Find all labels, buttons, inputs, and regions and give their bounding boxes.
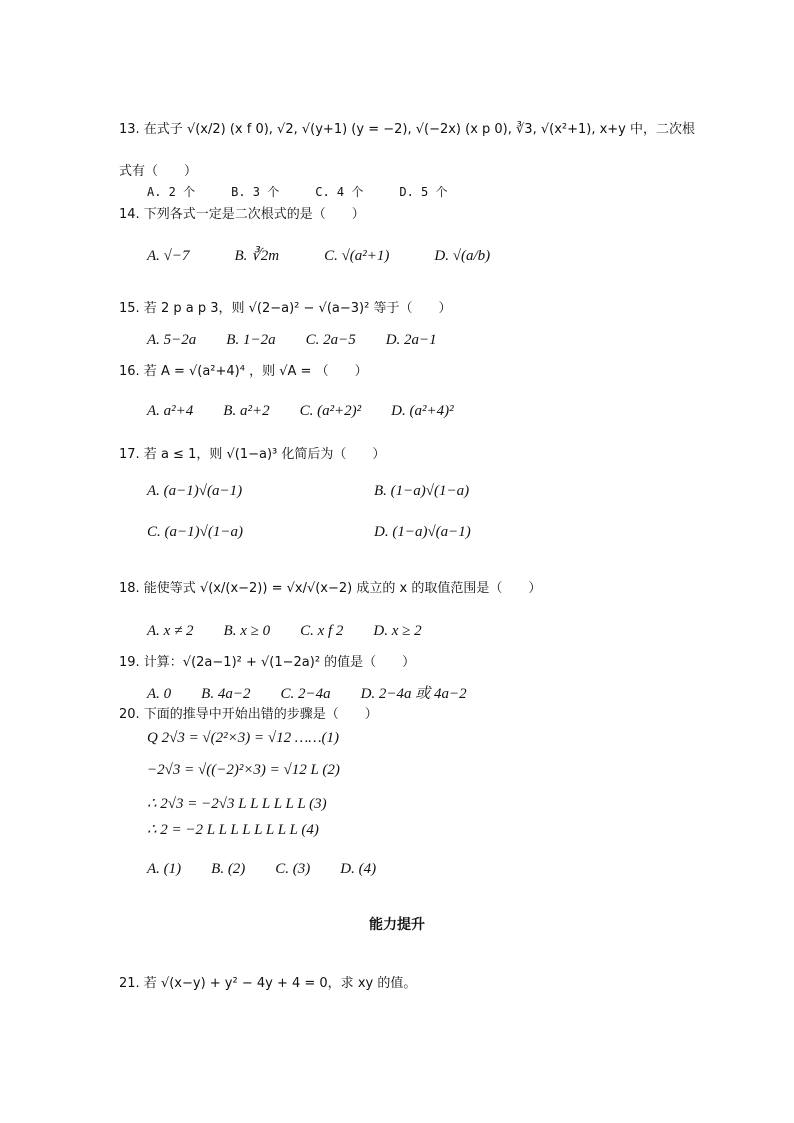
q13-stem-line2: 式有（ ） xyxy=(119,164,198,179)
q20-stem: 20. 下面的推导中开始出错的步骤是（ ） xyxy=(119,707,378,722)
q20-step1: Q 2√3 = √(2²×3) = √12 ……(1) xyxy=(147,730,340,746)
q17-option-b: B. (1−a)√(1−a) xyxy=(374,483,470,499)
q20-step4: ∴ 2 = −2 L L L L L L L L (4) xyxy=(147,822,319,838)
q17-option-a: A. (a−1)√(a−1) xyxy=(147,483,243,499)
q18-options: A. x ≠ 2 B. x ≥ 0 C. x f 2 D. x ≥ 2 xyxy=(147,623,422,639)
q15-options: A. 5−2a B. 1−2a C. 2a−5 D. 2a−1 xyxy=(147,332,437,348)
q20-step3: ∴ 2√3 = −2√3 L L L L L L (3) xyxy=(147,796,327,812)
q13-options: A. 2 个 B. 3 个 C. 4 个 D. 5 个 xyxy=(147,185,448,199)
q18-stem: 18. 能使等式 √(x/(x−2)) = √x/√(x−2) 成立的 x 的取值范围是（ ） xyxy=(119,581,542,596)
q20-options: A. (1) B. (2) C. (3) D. (4) xyxy=(147,861,377,877)
q14-options: A. √−7 B. ∛2m C. √(a²+1) D. √(a/b) xyxy=(147,248,491,264)
q16-options: A. a²+4 B. a²+2 C. (a²+2)² D. (a²+4)² xyxy=(147,403,454,419)
q13-stem-line1: 13. 在式子 √(x/2) (x f 0), √2, √(y+1) (y = −2), √(−2x) (x p 0), ∛3, √(x²+1), x+y 中，二次根 xyxy=(119,122,696,137)
q17-option-d: D. (1−a)√(a−1) xyxy=(374,524,471,540)
q17-option-c: C. (a−1)√(1−a) xyxy=(147,524,243,540)
q20-step2: −2√3 = √((−2)²×3) = √12 L (2) xyxy=(147,762,340,778)
q19-stem: 19. 计算：√(2a−1)² + √(1−2a)² 的值是（ ） xyxy=(119,655,416,670)
section-title: 能力提升 xyxy=(369,917,425,933)
q19-options: A. 0 B. 4a−2 C. 2−4a D. 2−4a 或 4a−2 xyxy=(147,686,467,702)
q16-stem: 16. 若 A = √(a²+4)⁴ ，则 √A = （ ） xyxy=(119,364,368,379)
q14-stem: 14. 下列各式一定是二次根式的是（ ） xyxy=(119,207,365,222)
q21-stem: 21. 若 √(x−y) + y² − 4y + 4 = 0，求 xy 的值。 xyxy=(119,976,417,991)
q17-stem: 17. 若 a ≤ 1，则 √(1−a)³ 化简后为（ ） xyxy=(119,447,386,462)
q15-stem: 15. 若 2 p a p 3，则 √(2−a)² − √(a−3)² 等于（ ） xyxy=(119,301,452,316)
